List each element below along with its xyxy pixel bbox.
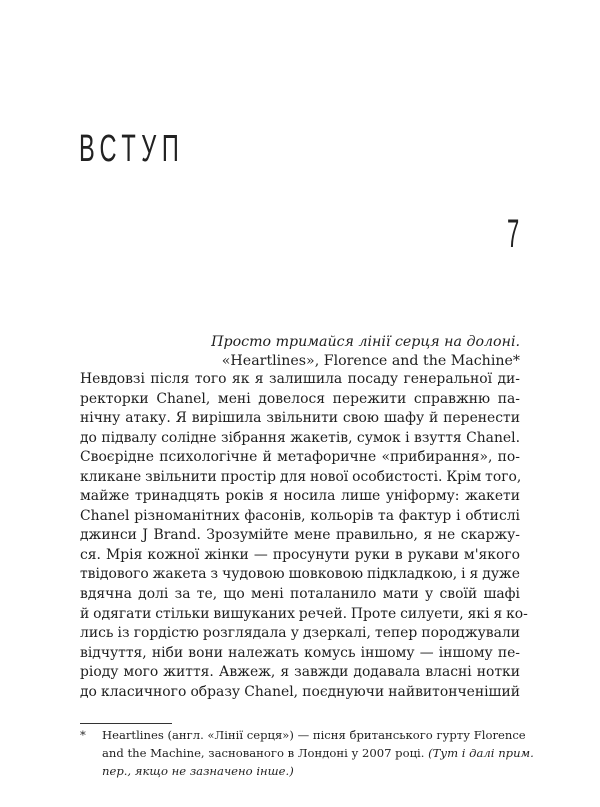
footnote-marker: * bbox=[80, 728, 86, 742]
body-line: лись із гордістю розглядала у дзеркалі, тепер породжували bbox=[80, 625, 520, 642]
epigraph-quote: Просто тримайся лінії серця на долоні. bbox=[211, 334, 520, 350]
body-line: до класичного образу Chanel, поєднуючи найвитонченіший bbox=[80, 683, 520, 700]
body-line: нічну атаку. Я вирішила звільнити свою шафу й перенести bbox=[80, 410, 520, 427]
footnote-note: (Тут і далі прим. bbox=[428, 746, 534, 760]
footnote-divider bbox=[80, 723, 172, 724]
footnote bbox=[80, 726, 534, 780]
footnote-line: Heartlines (англ. «Лінії серця») — пісня британського гурту Florence bbox=[102, 728, 526, 742]
body-line: Своєрідне психологічне й метафоричне «прибирання», по- bbox=[80, 449, 520, 466]
body-line: майже тринадцять років я носила лише уніформу: жакети bbox=[80, 488, 520, 505]
chapter-heading: ВСТУП bbox=[79, 128, 185, 170]
body-line: ся. Мрія кожної жінки — просунути руки в рукави м'якого bbox=[80, 546, 520, 563]
epigraph bbox=[211, 333, 520, 371]
body-line: кликане звільнити простір для нової особистості. Крім того, bbox=[80, 468, 522, 485]
body-line: Chanel різноманітних фасонів, кольорів та фактур і обтислі bbox=[80, 507, 520, 524]
body-line: Невдовзі після того як я залишила посаду генеральної ди- bbox=[80, 371, 520, 387]
body-line: відчуття, ніби вони належать комусь іншому — іншому пе- bbox=[80, 644, 520, 661]
body-text bbox=[80, 370, 528, 702]
body-line: твідового жакета з чудовою шовковою підкладкою, і я дуже bbox=[80, 566, 520, 583]
body-line: ректорки Chanel, мені довелося пережити справжню па- bbox=[80, 390, 520, 407]
page-number: 7 bbox=[507, 212, 520, 256]
body-line: ріоду мого життя. Авжеж, я завжди додавала власні нотки bbox=[80, 664, 520, 681]
body-line: до підвалу солідне зібрання жакетів, сумок і взуття Chanel. bbox=[80, 429, 520, 446]
body-line: й одягати стільки вишуканих речей. Проте силуети, які я ко- bbox=[80, 605, 528, 622]
epigraph-source: «Heartlines», Florence and the Machine* bbox=[221, 353, 520, 369]
footnote-line: пер., якщо не зазначено інше.) bbox=[102, 764, 294, 778]
footnote-line bbox=[102, 744, 534, 762]
body-line: джинси J Brand. Зрозумійте мене правильно, я не скаржу- bbox=[80, 527, 520, 544]
footnote-text: and the Machine, заснованого в Лондоні у 2007 році. bbox=[102, 746, 425, 760]
body-line: вдячна долі за те, що мені поталанило мати у своїй шафі bbox=[80, 586, 520, 603]
